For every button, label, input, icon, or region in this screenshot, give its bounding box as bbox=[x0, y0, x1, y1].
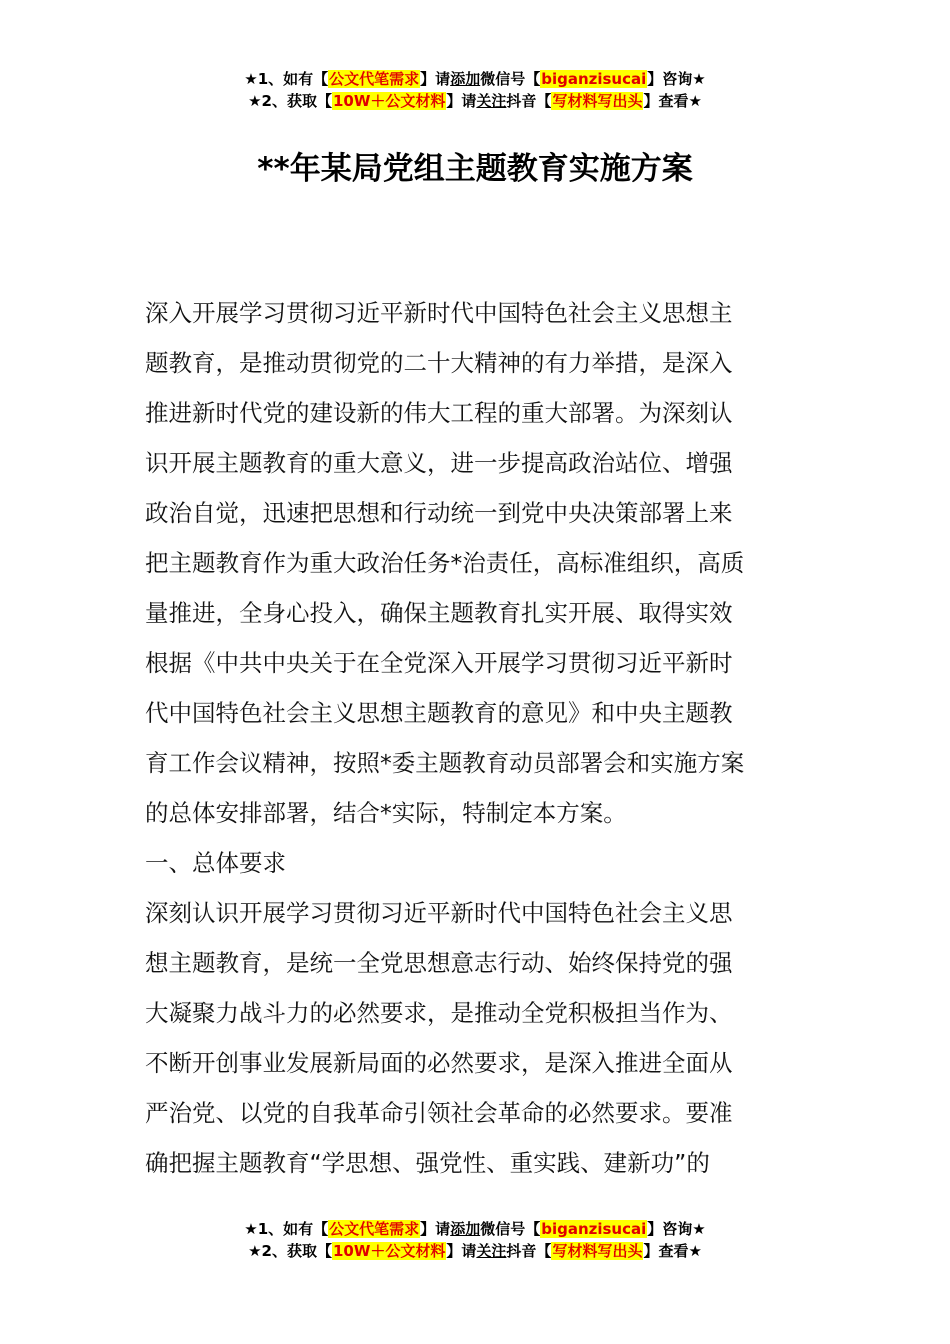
banner-text: 】咨询★ bbox=[647, 1220, 706, 1238]
banner-text: 】咨询★ bbox=[647, 70, 706, 88]
underlined-follow: 关注 bbox=[476, 92, 507, 110]
text-line: 推进新时代党的建设新的伟大工程的重大部署。为深刻认 bbox=[145, 399, 733, 427]
underlined-add: 添加 bbox=[450, 1220, 481, 1238]
banner-text: 】请 bbox=[420, 70, 451, 88]
banner-text: ★1、如有【 bbox=[244, 70, 329, 88]
banner-text: 】请 bbox=[446, 92, 477, 110]
text-line: 严治党、以党的自我革命引领社会革命的必然要求。要准 bbox=[145, 1099, 733, 1127]
underlined-follow: 关注 bbox=[476, 1242, 507, 1260]
highlight-materials: 10W＋公文材料 bbox=[332, 1242, 446, 1260]
text-line: 量推进，全身心投入，确保主题教育扎实开展、取得实效 bbox=[145, 599, 733, 627]
banner-line-1 bbox=[0, 1218, 950, 1240]
text-line: 题教育，是推动贯彻党的二十大精神的有力举措，是深入 bbox=[145, 349, 733, 377]
banner-text: 】查看★ bbox=[643, 92, 702, 110]
text-line: 想主题教育，是统一全党思想意志行动、始终保持党的强 bbox=[145, 949, 733, 977]
text-line: 深入开展学习贯彻习近平新时代中国特色社会主义思想主 bbox=[145, 299, 733, 327]
highlight-douyin-account: 写材料写出头 bbox=[552, 92, 643, 110]
banner-text: 抖音【 bbox=[506, 92, 552, 110]
text-line: 把主题教育作为重大政治任务*治责任，高标准组织，高质 bbox=[145, 549, 745, 577]
top-banner bbox=[0, 68, 950, 112]
banner-text: 微信号【 bbox=[480, 70, 541, 88]
banner-text: 】请 bbox=[446, 1242, 477, 1260]
text-line: 根据《中共中央关于在全党深入开展学习贯彻习近平新时 bbox=[145, 649, 733, 677]
text-line: 的总体安排部署，结合*实际，特制定本方案。 bbox=[145, 799, 627, 827]
document-body bbox=[145, 288, 807, 1188]
banner-text: 抖音【 bbox=[506, 1242, 552, 1260]
banner-line-2 bbox=[0, 1240, 950, 1262]
section-heading: 一、总体要求 bbox=[145, 849, 286, 877]
text-line: 不断开创事业发展新局面的必然要求，是深入推进全面从 bbox=[145, 1049, 733, 1077]
document-title: **年某局党组主题教育实施方案 bbox=[257, 151, 693, 187]
text-line: 育工作会议精神，按照*委主题教育动员部署会和实施方案 bbox=[145, 749, 745, 777]
text-line: 识开展主题教育的重大意义，进一步提高政治站位、增强 bbox=[145, 449, 733, 477]
text-line: 确把握主题教育“学思想、强党性、重实践、建新功”的 bbox=[145, 1149, 710, 1177]
highlight-wechat-id: biganzisucai bbox=[541, 1220, 647, 1238]
bottom-banner bbox=[0, 1218, 950, 1262]
text-line: 深刻认识开展学习贯彻习近平新时代中国特色社会主义思 bbox=[145, 899, 733, 927]
banner-text: 】请 bbox=[420, 1220, 451, 1238]
highlight-douyin-account: 写材料写出头 bbox=[552, 1242, 643, 1260]
text-line: 政治自觉，迅速把思想和行动统一到党中央决策部署上来 bbox=[145, 499, 733, 527]
highlight-service: 公文代笔需求 bbox=[329, 1220, 420, 1238]
highlight-service: 公文代笔需求 bbox=[329, 70, 420, 88]
banner-text: ★2、获取【 bbox=[248, 92, 332, 110]
banner-text: 微信号【 bbox=[480, 1220, 541, 1238]
highlight-wechat-id: biganzisucai bbox=[541, 70, 647, 88]
text-line: 代中国特色社会主义思想主题教育的意见》和中央主题教 bbox=[145, 699, 733, 727]
banner-line-1 bbox=[0, 68, 950, 90]
banner-text: ★2、获取【 bbox=[248, 1242, 332, 1260]
banner-line-2 bbox=[0, 90, 950, 112]
highlight-materials: 10W＋公文材料 bbox=[332, 92, 446, 110]
underlined-add: 添加 bbox=[450, 70, 481, 88]
text-line: 大凝聚力战斗力的必然要求，是推动全党积极担当作为、 bbox=[145, 999, 733, 1027]
banner-text: ★1、如有【 bbox=[244, 1220, 329, 1238]
banner-text: 】查看★ bbox=[643, 1242, 702, 1260]
